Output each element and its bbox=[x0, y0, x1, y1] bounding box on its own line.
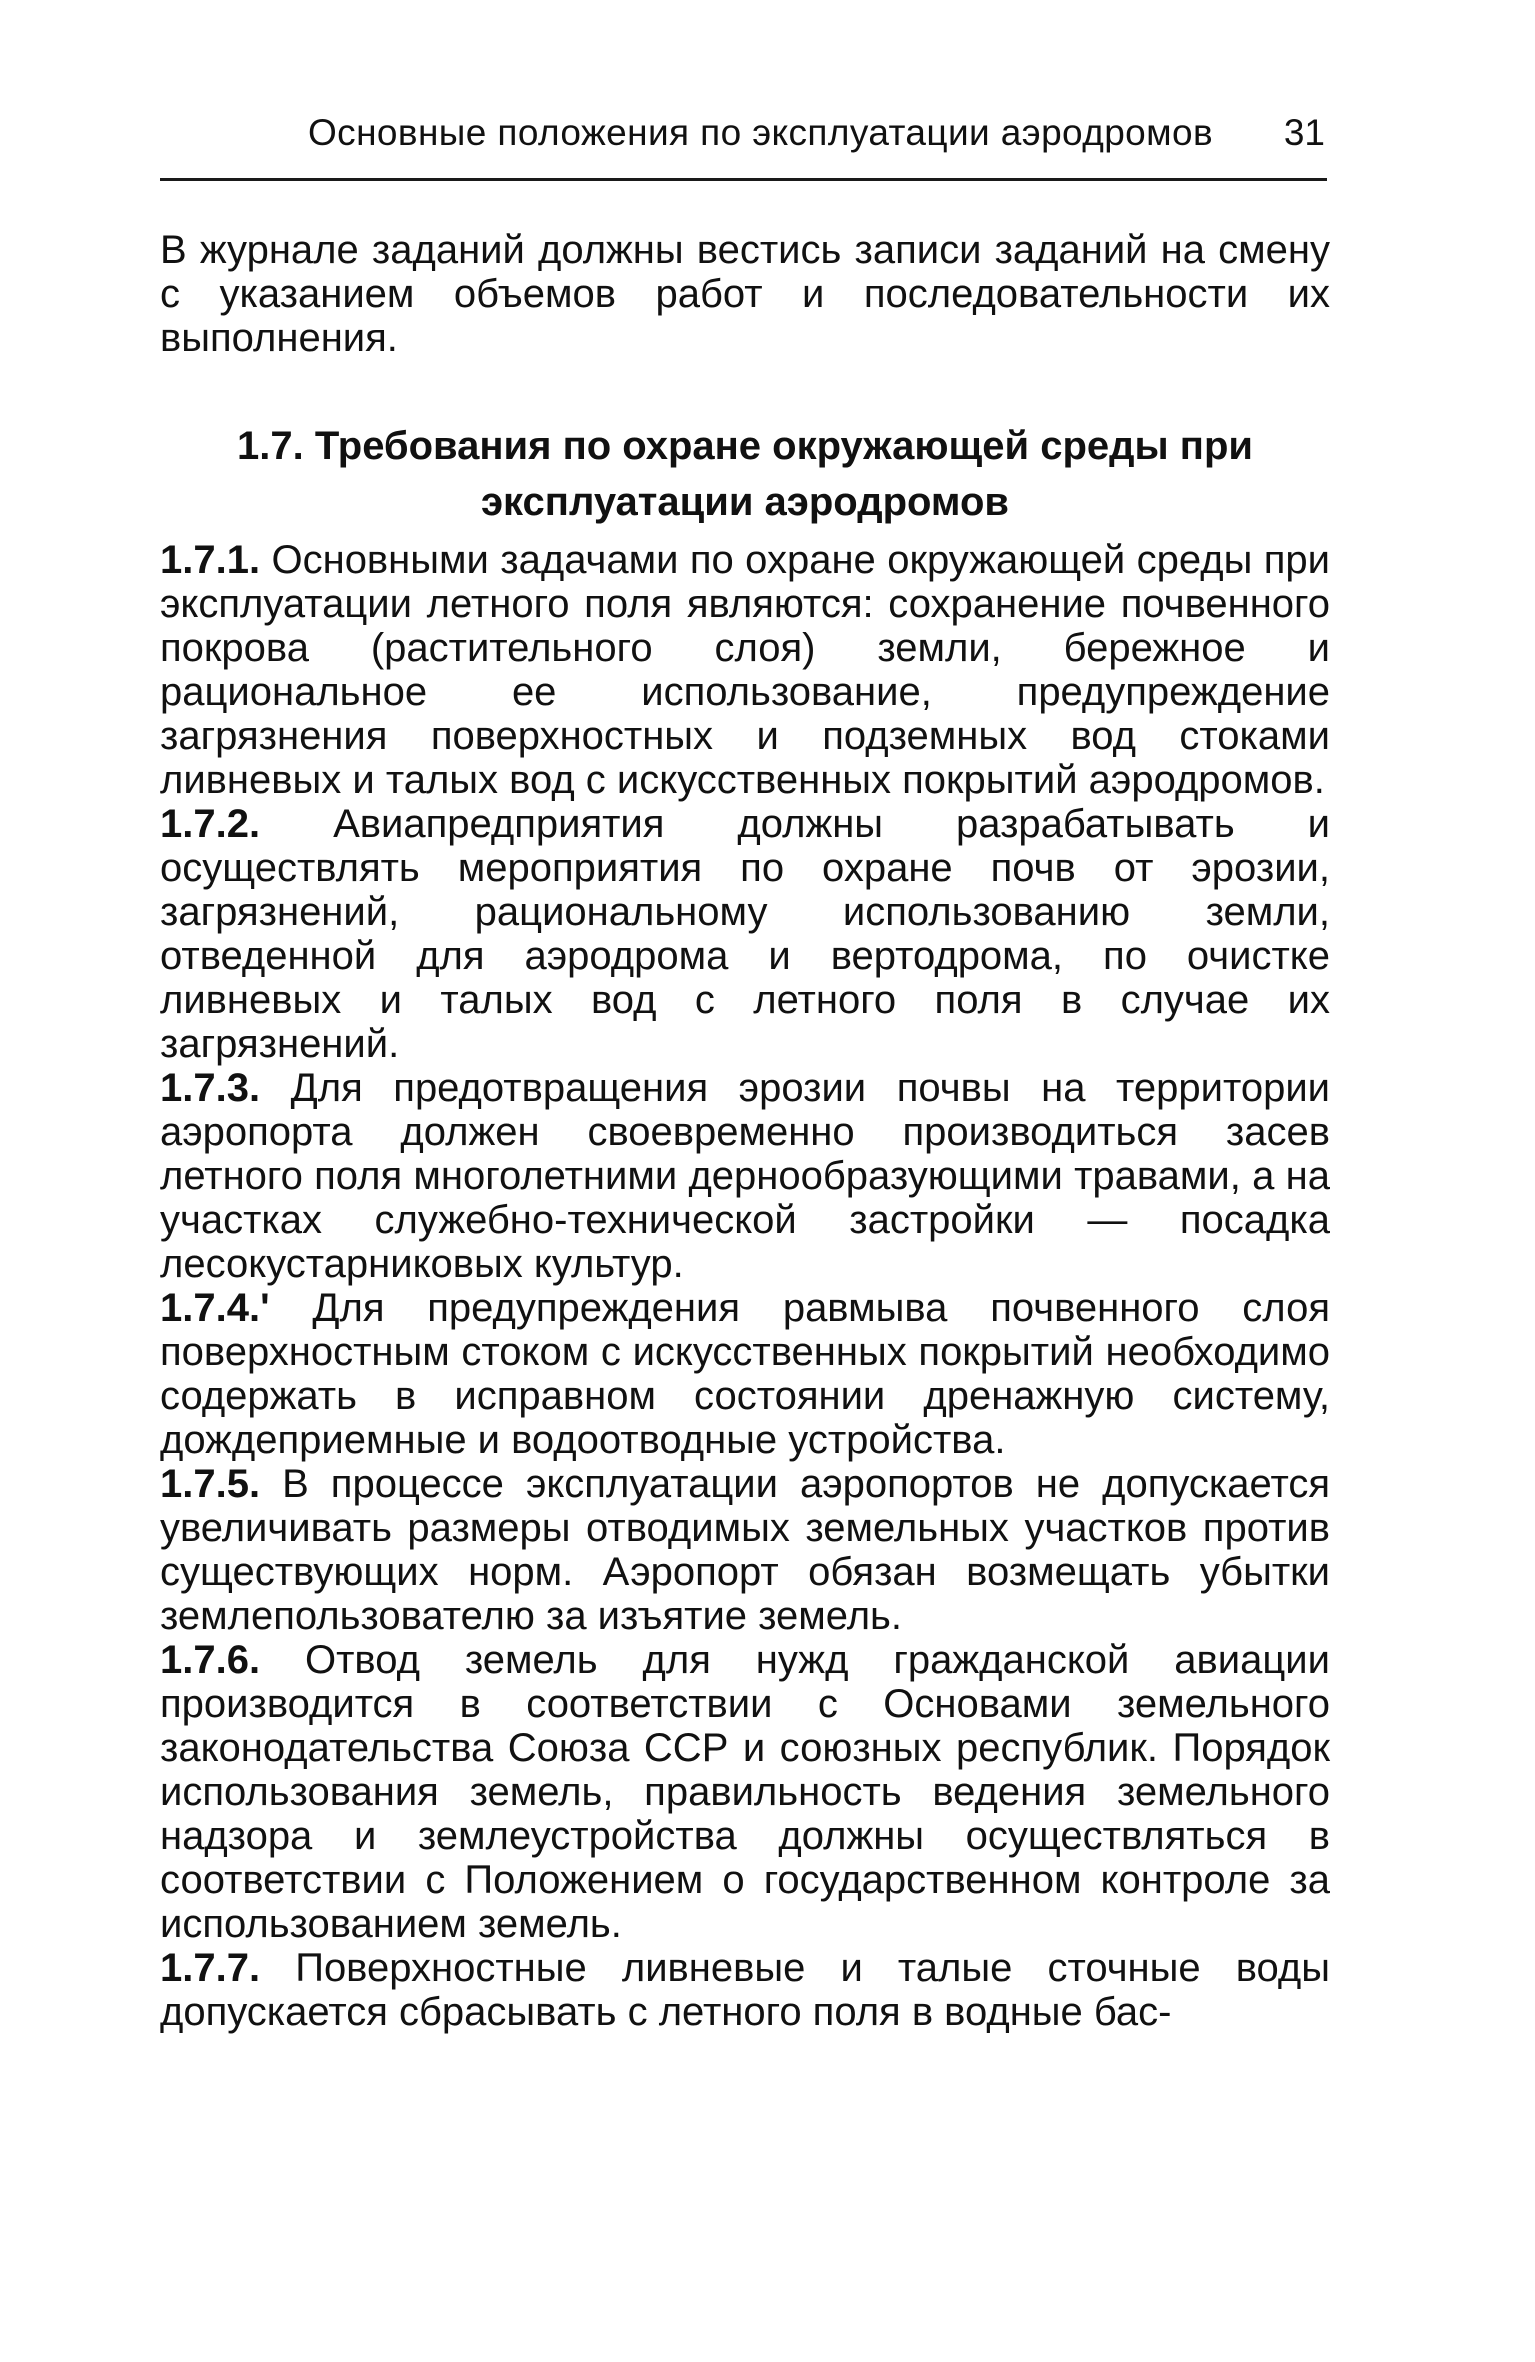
item-number: 1.7.7. bbox=[160, 1946, 261, 1990]
item-text: Для предупреждения равмыва почвенного слоя поверхностным стоком с искусственных покрытий необходимо содержать в исправном состоянии дренажную систему, дождеприемные и водоотводные устройства. bbox=[160, 1286, 1330, 1462]
header-divider bbox=[160, 178, 1327, 181]
item-number: 1.7.2. bbox=[160, 802, 261, 846]
item-text: Отвод земель для нужд гражданской авиации производится в соответствии с Основами земельного законодательства Союза ССР и союзных республик. Порядок использования земель, правильность ведения земельного надзора и землеустройства должны осуществляться в соответствии с Положением о государственном контроле за использованием земель. bbox=[160, 1638, 1330, 1946]
item-number: 1.7.1. bbox=[160, 538, 261, 582]
item-1-7-3 bbox=[160, 1066, 1330, 1286]
item-1-7-4 bbox=[160, 1286, 1330, 1462]
item-1-7-5 bbox=[160, 1462, 1330, 1638]
section-heading bbox=[160, 418, 1330, 530]
page-number: 31 bbox=[1283, 112, 1325, 153]
item-1-7-7 bbox=[160, 1946, 1330, 2034]
item-number: 1.7.3. bbox=[160, 1066, 261, 1110]
section-heading-line-1: 1.7. Требования по охране окружающей среды при bbox=[237, 424, 1253, 468]
item-number: 1.7.4.' bbox=[160, 1286, 270, 1330]
item-text: Основными задачами по охране окружающей среды при эксплуатации летного поля являются: сохранение почвенного покрова (растительного слоя) земли, бережное и рациональное ее использование, предупреждение загрязнения поверхностных и подземных вод стоками ливневых и талых вод с искусственных покрытий аэродромов. bbox=[160, 538, 1330, 802]
item-1-7-1 bbox=[160, 538, 1330, 802]
running-title: Основные положения по эксплуатации аэродромов bbox=[308, 112, 1214, 153]
item-text: Авиапредприятия должны разрабатывать и осуществлять мероприятия по охране почв от эрозии, загрязнений, рациональному использованию земли, отведенной для аэродрома и вертодрома, по очистке ливневых и талых вод с летного поля в случае их загрязнений. bbox=[160, 802, 1330, 1066]
page-body bbox=[160, 228, 1330, 2034]
item-text: Для предотвращения эрозии почвы на территории аэропорта должен своевременно производиться засев летного поля многолетними дернообразующими травами, а на участках служебно-технической застройки — посадка лесокустарниковых культур. bbox=[160, 1066, 1331, 1286]
item-1-7-6 bbox=[160, 1638, 1330, 1946]
section-heading-line-2: эксплуатации аэродромов bbox=[480, 480, 1010, 524]
item-text: В процессе эксплуатации аэропортов не допускается увеличивать размеры отводимых земельных участков против существующих норм. Аэропорт обязан возмещать убытки землепользователю за изъятие земель. bbox=[160, 1462, 1330, 1638]
item-number: 1.7.6. bbox=[160, 1638, 261, 1682]
item-text: Поверхностные ливневые и талые сточные воды допускается сбрасывать с летного поля в водные бас- bbox=[160, 1946, 1330, 2034]
intro-paragraph: В журнале заданий должны вестись записи заданий на смену с указанием объемов работ и последовательности их выполнения. bbox=[160, 228, 1330, 360]
running-head bbox=[160, 112, 1325, 172]
item-number: 1.7.5. bbox=[160, 1462, 261, 1506]
item-1-7-2 bbox=[160, 802, 1330, 1066]
